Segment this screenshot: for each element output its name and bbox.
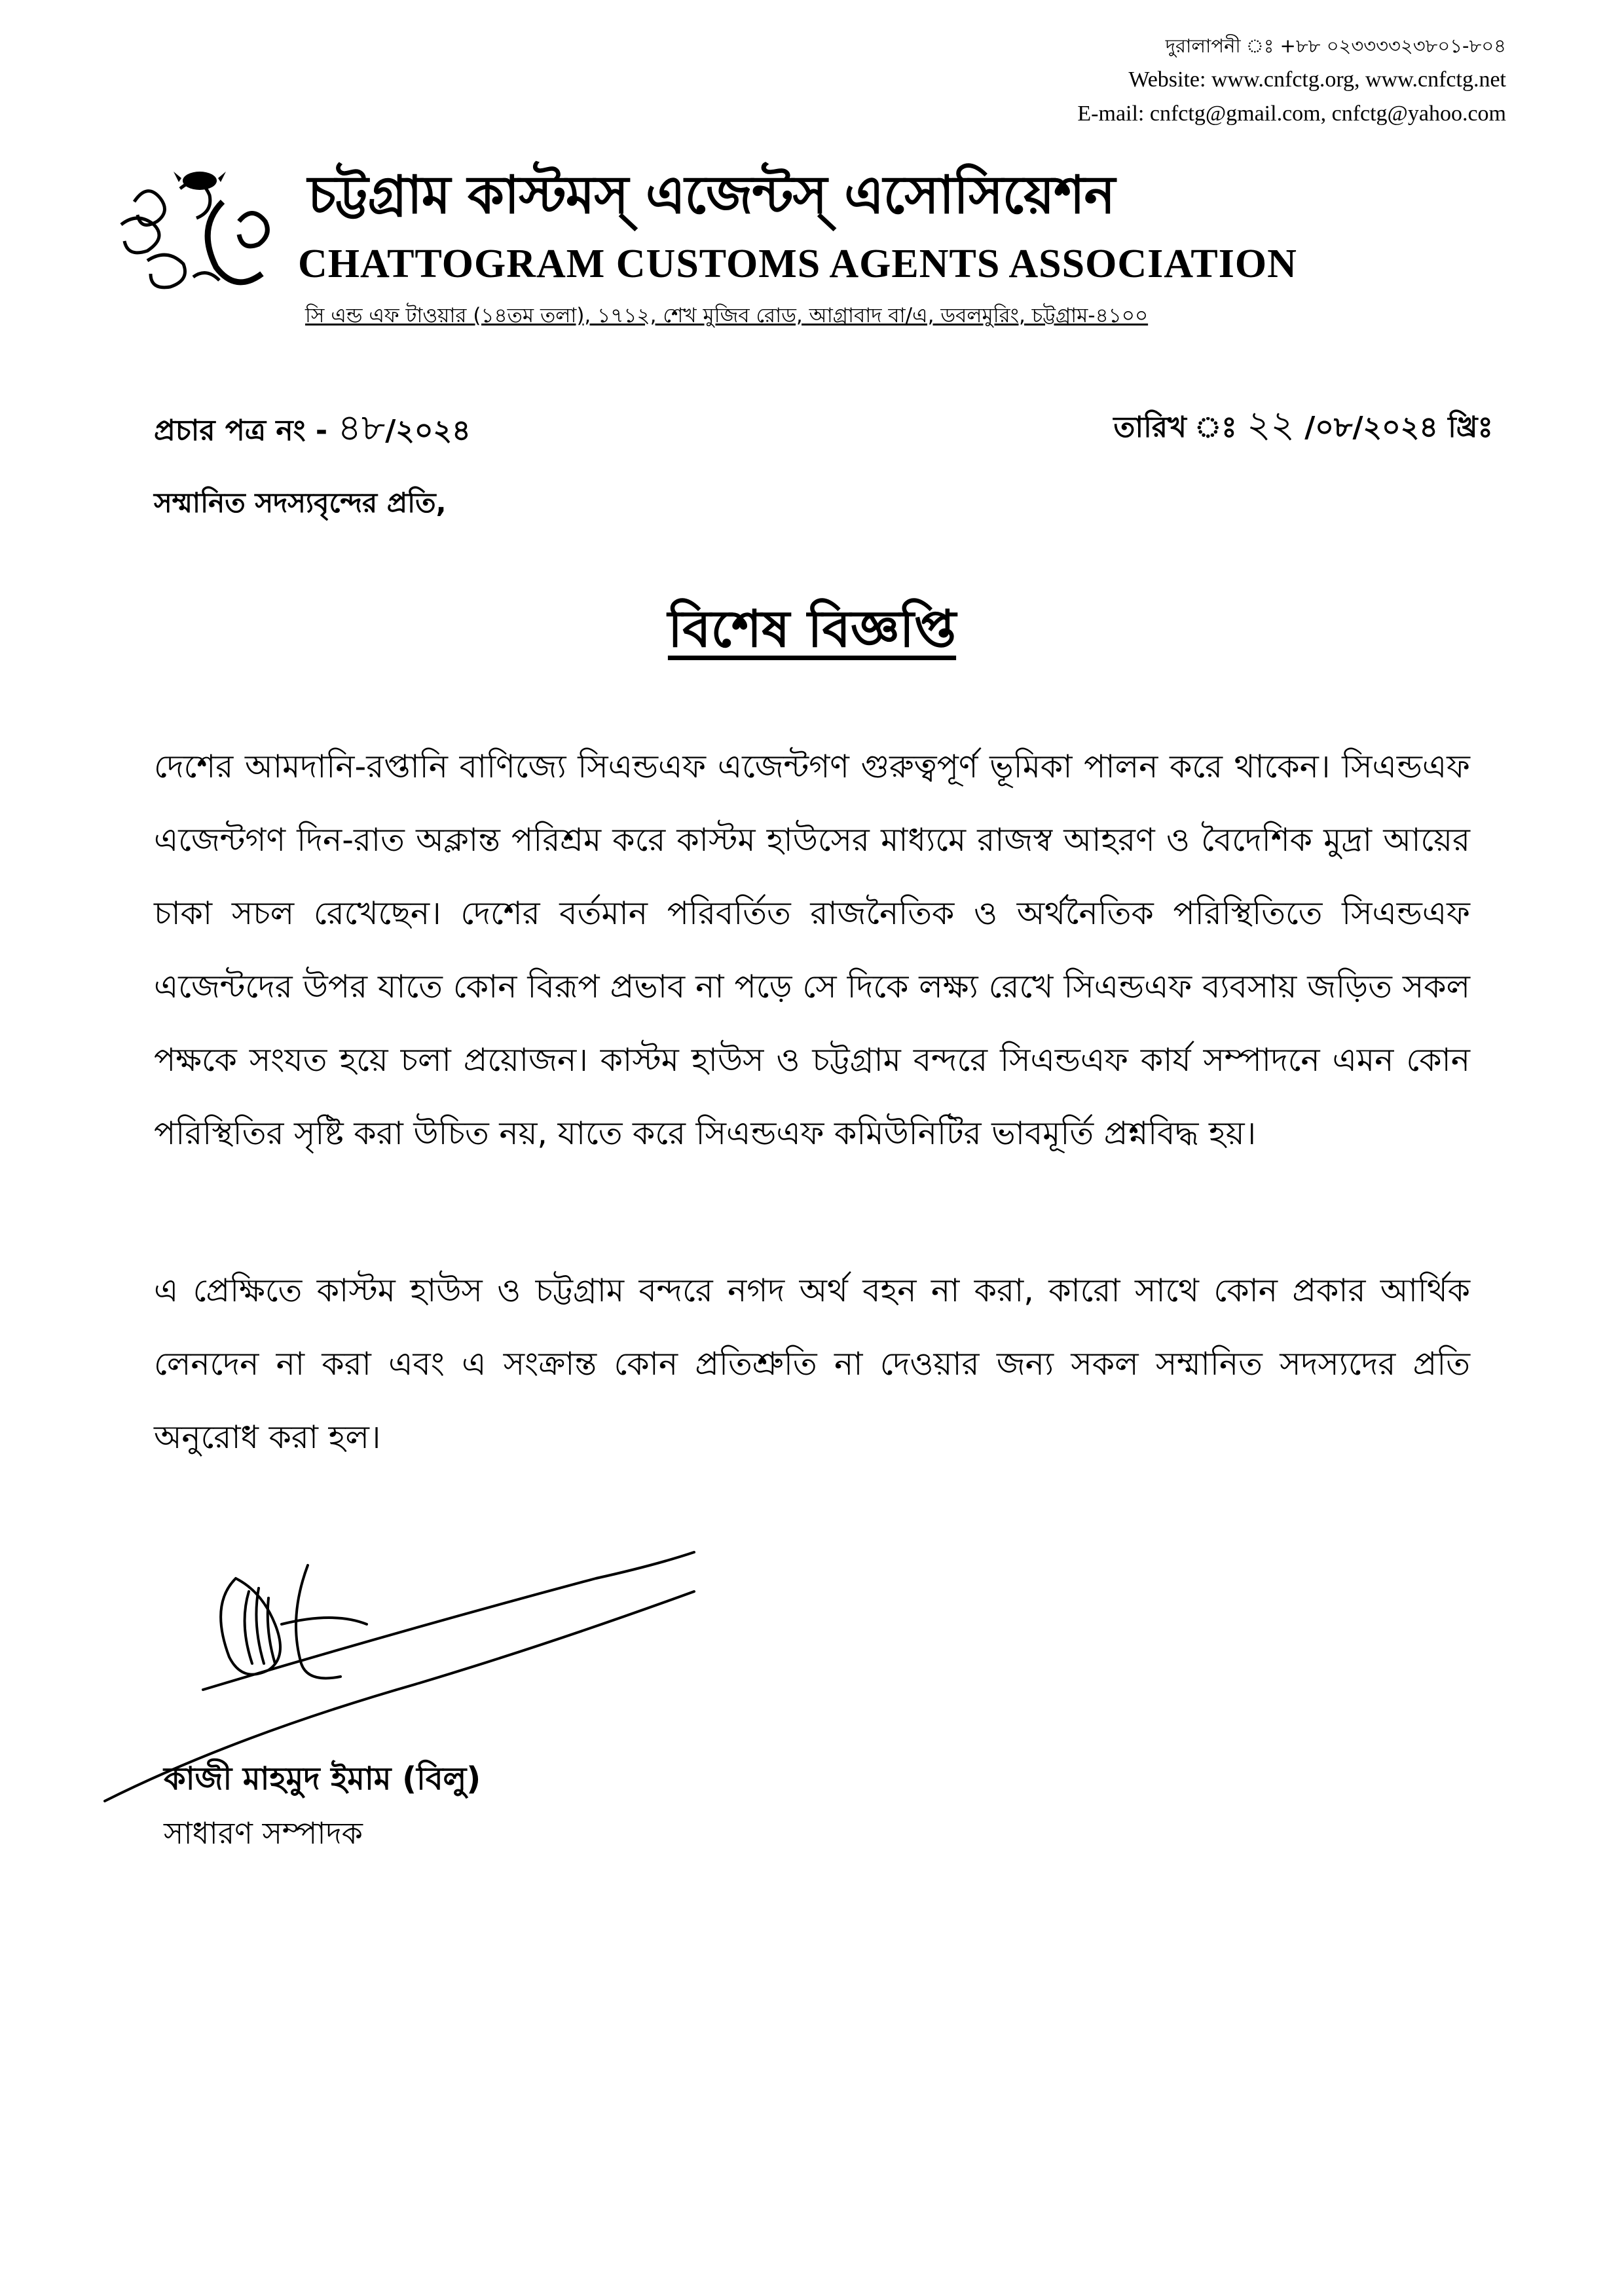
signer-name: কাজী মাহমুদ ইমাম (বিলু) bbox=[164, 1760, 481, 1797]
body-paragraph-1: দেশের আমদানি-রপ্তানি বাণিজ্যে সিএন্ডএফ এজেন্টগণ গুরুত্বপূর্ণ ভূমিকা পালন করে থাকেন। সিএন্ডএফ এজেন্টগণ দিন-রাত অক্লান্ত পরিশ্রম করে কাস্টম হাউসের মাধ্যমে রাজস্ব আহরণ ও বৈদেশিক মুদ্রা আয়ের চাকা সচল রেখেছেন। দেশের বর্তমান পরিবর্তিত রাজনৈতিক ও অর্থনৈতিক পরিস্থিতিতে সিএন্ডএফ এজেন্টদের উপর যাতে কোন বিরূপ প্রভাব না পড়ে সে দিকে লক্ষ্য রেখে সিএন্ডএফ ব্যবসায় জড়িত সকল পক্ষকে সংযত হয়ে চলা প্রয়োজন। কাস্টম হাউস ও চট্টগ্রাম বন্দরে সিএন্ডএফ কার্য সম্পাদনে এমন কোন পরিস্থিতির সৃষ্টি করা উচিত নয়, যাতে করে সিএন্ডএফ কমিউনিটির ভাবমূর্তি প্রশ্নবিদ্ধ হয়। bbox=[154, 748, 1470, 1152]
phone-number: দুরালাপনী ঃ +৮৮ ০২৩৩৩৩২৩৮০১-৮০৪ bbox=[1165, 35, 1506, 57]
salutation: সম্মানিত সদস্যবৃন্দের প্রতি, bbox=[154, 487, 447, 519]
date-rest: /০৮/২০২৪ খ্রিঃ bbox=[1304, 411, 1493, 444]
circular-date bbox=[1113, 396, 1493, 458]
date-label: তারিখ ঃ bbox=[1113, 411, 1237, 444]
email-text: E-mail: cnfctg@gmail.com, cnfctg@yahoo.com bbox=[1077, 102, 1506, 126]
signer-title: সাধারণ সম্পাদক bbox=[164, 1815, 363, 1851]
org-address: সি এন্ড এফ টাওয়ার (১৪তম তলা), ১৭১২, শেখ মুজিব রোড, আগ্রাবাদ বা/এ, ডবলমুরিং, চট্টগ্রাম-৪১০০ bbox=[305, 304, 1149, 327]
circular-year: /২০২৪ bbox=[385, 414, 471, 447]
circular-number bbox=[154, 400, 471, 461]
org-name-bangla: চট্টগ্রাম কাস্টমস্ এজেন্টস্ এসোসিয়েশন bbox=[308, 164, 1115, 225]
circular-no-handwritten: ৪৮ bbox=[337, 407, 386, 449]
association-logo bbox=[108, 162, 304, 313]
website-text: Website: www.cnfctg.org, www.cnfctg.net bbox=[1128, 67, 1506, 92]
contact-info bbox=[1077, 29, 1506, 131]
date-day-handwritten: ২২ bbox=[1247, 403, 1295, 446]
org-name-english: CHATTOGRAM CUSTOMS AGENTS ASSOCIATION bbox=[298, 242, 1297, 286]
body-paragraph-2: এ প্রেক্ষিতে কাস্টম হাউস ও চট্টগ্রাম বন্দরে নগদ অর্থ বহন না করা, কারো সাথে কোন প্রকার আর্থিক লেনদেন না করা এবং এ সংক্রান্ত কোন প্রতিশ্রুতি না দেওয়ার জন্য সকল সম্মানিত সদস্যদের প্রতি অনুরোধ করা হল। bbox=[154, 1272, 1470, 1456]
circular-label: প্রচার পত্র নং - bbox=[154, 414, 328, 447]
notice-title: বিশেষ বিজ্ঞপ্তি bbox=[667, 600, 957, 659]
